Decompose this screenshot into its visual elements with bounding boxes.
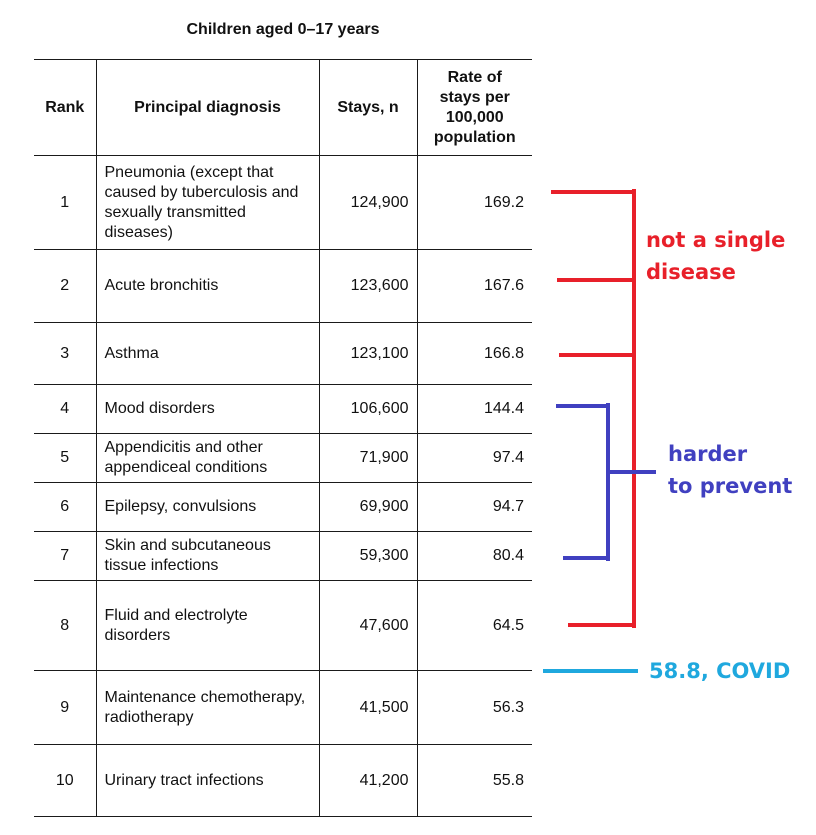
rate-cell: 56.3	[417, 671, 532, 745]
table-caption: Children aged 0–17 years	[186, 21, 380, 38]
rank-cell: 2	[34, 250, 96, 323]
rate-cell: 166.8	[417, 323, 532, 385]
diagnosis-cell: Asthma	[96, 323, 319, 385]
diagnosis-cell: Mood disorders	[96, 385, 319, 434]
header-stays: Stays, n	[319, 60, 417, 156]
diagnosis-cell: Skin and subcutaneous tissue infections	[96, 532, 319, 581]
stays-cell: 123,600	[319, 250, 417, 323]
diagnosis-cell: Appendicitis and other appendiceal conditions	[96, 434, 319, 483]
blue-bracket	[556, 403, 656, 561]
blue-annotation-label: harder to prevent	[668, 442, 793, 498]
red-annotation-label: not a single disease	[646, 228, 786, 284]
stays-cell: 71,900	[319, 434, 417, 483]
rate-cell: 94.7	[417, 483, 532, 532]
diagnosis-cell: Acute bronchitis	[96, 250, 319, 323]
rate-cell: 80.4	[417, 532, 532, 581]
stays-cell: 41,500	[319, 671, 417, 745]
diagnosis-cell: Urinary tract infections	[96, 745, 319, 817]
stays-cell: 47,600	[319, 581, 417, 671]
rank-cell: 4	[34, 385, 96, 434]
rank-cell: 1	[34, 156, 96, 250]
covid-annotation-label: 58.8, COVID	[649, 659, 791, 683]
diagnosis-cell: Maintenance chemotherapy, radiotherapy	[96, 671, 319, 745]
stays-cell: 59,300	[319, 532, 417, 581]
diagnosis-cell: Epilepsy, convulsions	[96, 483, 319, 532]
stays-cell: 41,200	[319, 745, 417, 817]
rate-cell: 167.6	[417, 250, 532, 323]
diagnosis-cell: Pneumonia (except that caused by tuberculosis and sexually transmitted diseases)	[96, 156, 319, 250]
header-rate: Rate of stays per 100,000 population	[417, 60, 532, 156]
rate-cell: 55.8	[417, 745, 532, 817]
red-bracket	[551, 189, 635, 628]
rank-cell: 6	[34, 483, 96, 532]
diagnosis-cell: Fluid and electrolyte disorders	[96, 581, 319, 671]
stays-cell: 69,900	[319, 483, 417, 532]
header-diagnosis: Principal diagnosis	[96, 60, 319, 156]
rank-cell: 3	[34, 323, 96, 385]
stays-cell: 106,600	[319, 385, 417, 434]
header-rank: Rank	[34, 60, 96, 156]
rank-cell: 8	[34, 581, 96, 671]
rank-cell: 7	[34, 532, 96, 581]
rate-cell: 169.2	[417, 156, 532, 250]
stays-cell: 123,100	[319, 323, 417, 385]
rate-cell: 144.4	[417, 385, 532, 434]
rank-cell: 9	[34, 671, 96, 745]
stays-cell: 124,900	[319, 156, 417, 250]
rate-cell: 97.4	[417, 434, 532, 483]
rate-cell: 64.5	[417, 581, 532, 671]
rank-cell: 5	[34, 434, 96, 483]
rank-cell: 10	[34, 745, 96, 817]
